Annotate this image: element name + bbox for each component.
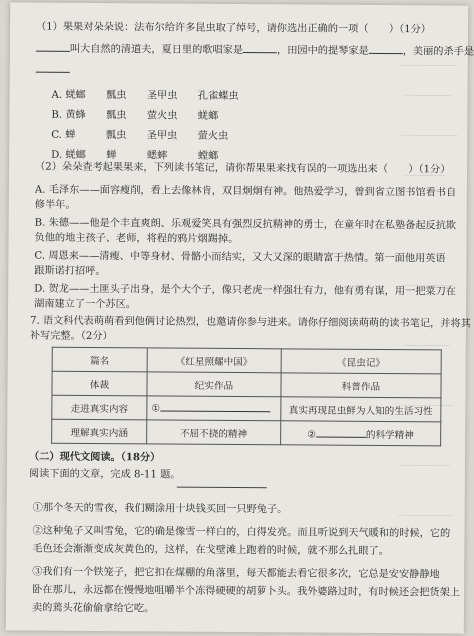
dash-blank — [36, 63, 70, 77]
table-row — [52, 347, 441, 374]
q1-option-a: A. 蜣螂 瓢虫 圣甲虫 孔雀蝶虫 — [51, 89, 239, 103]
answer-blank-2[interactable]: ② 的科学精神 — [280, 421, 440, 446]
passage-p3-line3: 卖的蔫头花偷偷拿给它吃。 — [31, 602, 155, 615]
q7-stem2: 补写完整。（2分） — [29, 330, 113, 343]
passage-p2-line1: ②这种兔子又叫雪兔，它的确是像雪一样白的，白得发亮。而且听说到天气暖和的时候，它的 — [32, 525, 451, 540]
q2-d-line2: 湖南建立了一个苏区。 — [34, 298, 137, 311]
q2-c-line2: 跟斯诺打招呼。 — [34, 265, 106, 278]
blank — [243, 43, 277, 53]
reading-notes-table — [51, 347, 442, 447]
exam-paper — [6, 2, 474, 633]
q1-line2: 叫大自然的清道夫，夏日里的歌唱家是 ，田园中的提琴家是 ，美丽的杀手是 — [36, 42, 474, 59]
passage-p1: ①那个冬天的雪夜，我们糊涂用十块钱买回一只野兔子。 — [32, 502, 288, 516]
table-cell: 《昆虫记》 — [281, 349, 441, 374]
q2-d-line1: D. 贺龙——土匪头子出身，是个大个子，像只老虎一样强壮有力，他有勇有谋，用一把菜刀在 — [34, 283, 457, 298]
q1-option-b: B. 黄蜂 瓢虫 萤火虫 蜣螂 — [51, 109, 219, 122]
q2-b-line1: B. 朱德——他是个丰直爽朗、乐观爱笑具有强烈反抗精神的勇士，在童年时在私塾备起反抗欺 — [34, 217, 457, 232]
table-cell: 科普作品 — [281, 373, 441, 398]
table-cell: 走进真实内容 — [52, 395, 147, 420]
table-cell: 体裁 — [52, 371, 147, 396]
q2-b-line2: 负他的地主孩子、老师，将程的鸦片烟踢掉。 — [34, 232, 239, 246]
bleed-through-text — [392, 45, 465, 545]
q2-stem: （2）朵朵查考起果果来，下列读书笔记，请你帮果果来找有误的一项选出来（ ）（1分） — [35, 161, 451, 176]
passage-p3-line2: 卧在那儿，永远都在慢慢地咀嚼半个冻得硬硬的胡萝卜头。我外婆路过时，有时候还会把货架上 — [32, 584, 460, 599]
q2-a-line1: A. 毛泽东——面容瘦削，看上去像林肯，双目炯炯有神。他热爱学习，曾到省立图书馆看书自 — [34, 184, 457, 199]
table-row — [52, 371, 441, 398]
blank — [36, 42, 70, 52]
table-cell: 纪实作品 — [147, 372, 281, 397]
title-divider — [177, 487, 267, 489]
q7-stem: 7. 语文科代表萌萌看到他俩讨论热烈，也邀请你参与进来。请你仔细阅读萌萌的读书笔记，并将其 — [29, 315, 471, 330]
answer-blank-1[interactable]: ① — [147, 396, 281, 421]
table-cell: 理解真实内涵 — [52, 419, 147, 444]
q1-option-d: D. 蜣螂 蝉 蟋蟀 螳螂 — [51, 149, 219, 162]
passage-p2-line2: 毛色还会渐渐变成灰黄色的，这样，在戈壁滩上跑着的时候，就不那么扎眼了。 — [32, 543, 389, 558]
table-cell: 篇名 — [52, 347, 147, 372]
table-row — [52, 395, 441, 422]
table-cell: 真实再现昆虫鲜为人知的生活习性 — [281, 397, 441, 422]
q2-c-line1: C. 周恩来——清瘦、中等身材、骨骼小而结实，又大又深的眼睛富于热情。第一面他用英语 — [34, 250, 446, 265]
table-row — [52, 419, 441, 446]
table-cell: 不屈不挠的精神 — [147, 420, 281, 445]
section-instruction: 阅读下面的文章，完成 8-11 题。 — [28, 468, 181, 481]
q2-a-line2: 修半年。 — [34, 199, 76, 211]
passage-p3-line1: ③我们有一个铁笼子，把它扣在煤棚的角落里，每天都能去看它很多次，它总是安安静静地 — [32, 566, 440, 581]
q1-option-c: C. 蝉 瓢虫 圣甲虫 萤火虫 — [51, 129, 229, 142]
table-cell: 《红星照耀中国》 — [147, 348, 281, 373]
q1-stem: （1）果果对朵朵说：法布尔给许多昆虫取了绰号，请你选出正确的一项（ ）（1分） — [35, 21, 432, 36]
section-title: （二）现代文阅读。（18分） — [28, 450, 161, 464]
